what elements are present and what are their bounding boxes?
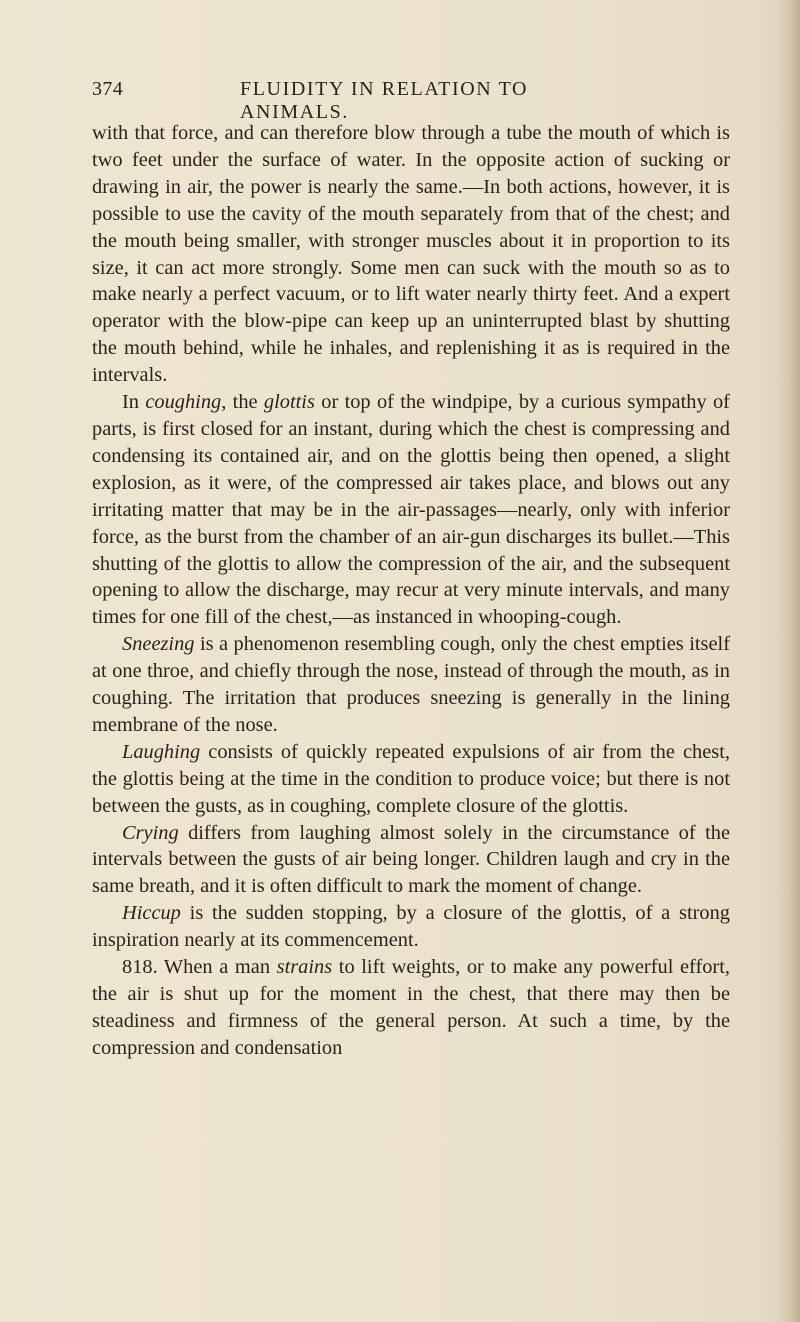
paragraph-coughing	[92, 389, 730, 631]
term-glottis: glottis	[263, 391, 315, 414]
paragraph-818	[92, 954, 730, 1062]
term-hiccup: Hiccup	[122, 902, 181, 925]
paragraph-text: or top of the windpipe, by a curious sympathy of parts, is first closed for an instant, during which the chest is compressing and condensing its contained air, and on the glottis being then opened, a slight explosion, as it were, of the compressed air takes place, and blows out any irritating matter that may be in the air-passages—nearly, only with inferior force, as the burst from the chamber of an air-gun discharges its bullet.—This shutting of the glottis to allow the compression of the air, and the subsequent opening to allow the discharge, may recur at very minute intervals, and many times for one fill of the chest,—as instanced in whooping-cough.	[92, 391, 730, 629]
page-edge-shadow	[776, 0, 800, 1322]
paragraph-hiccup	[92, 900, 730, 954]
term-coughing: coughing	[145, 391, 222, 414]
paragraph-crying	[92, 820, 730, 901]
term-sneezing: Sneezing	[122, 633, 195, 656]
paragraph-text: is the sudden stopping, by a closure of the glottis, of a strong inspiration nearly at its commencement.	[92, 902, 730, 952]
paragraph-laughing	[92, 739, 730, 820]
paragraph-lead: 818. When a man	[122, 956, 277, 979]
paragraph-text: to lift weights, or to make any powerful effort, the air is shut up for the moment in the chest, that there may then be steadiness and firmness of the general person. At such a time, by the compression and condensation	[92, 956, 730, 1059]
paragraph-text: with that force, and can therefore blow through a tube the mouth of which is two feet under the surface of water. In the opposite action of sucking or drawing in air, the power is nearly the same.—In both actions, however, it is possible to use the cavity of the mouth separately from that of the chest; and the mouth being smaller, with stronger muscles about it in proportion to its size, it can act more strongly. Some men can suck with the mouth so as to make nearly a perfect vacuum, or to lift water nearly thirty feet. And a expert operator with the blow-pipe can keep up an uninterrupted blast by shutting the mouth behind, while he inhales, and replenishing it as is required in the intervals.	[92, 122, 730, 387]
page-number: 374	[92, 78, 124, 100]
paragraph-continuation	[92, 120, 730, 389]
paragraph-sneezing	[92, 631, 730, 739]
running-title: FLUIDITY IN RELATION TO ANIMALS.	[240, 78, 529, 123]
term-strains: strains	[276, 956, 333, 979]
paragraph-lead: In	[122, 391, 146, 414]
paragraph-text: differs from laughing almost solely in the circumstance of the intervals between the gusts of air being longer. Children laugh and cry in the same breath, and it is often difficult to mark the moment of change.	[92, 821, 730, 898]
paragraph-text: consists of quickly repeated expulsions of air from the chest, the glottis being at the time in the condition to produce voice; but there is not between the gusts, as in coughing, complete closure of the glottis.	[92, 740, 730, 817]
body-text	[92, 120, 730, 1062]
paragraph-mid: , the	[221, 391, 264, 414]
page-header	[92, 78, 632, 123]
term-laughing: Laughing	[122, 740, 201, 763]
paragraph-text: is a phenomenon resembling cough, only the chest empties itself at one throe, and chiefly through the nose, instead of through the mouth, as in coughing. The irritation that produces sneezing is generally in the lining membrane of the nose.	[92, 633, 730, 736]
term-crying: Crying	[122, 821, 179, 844]
